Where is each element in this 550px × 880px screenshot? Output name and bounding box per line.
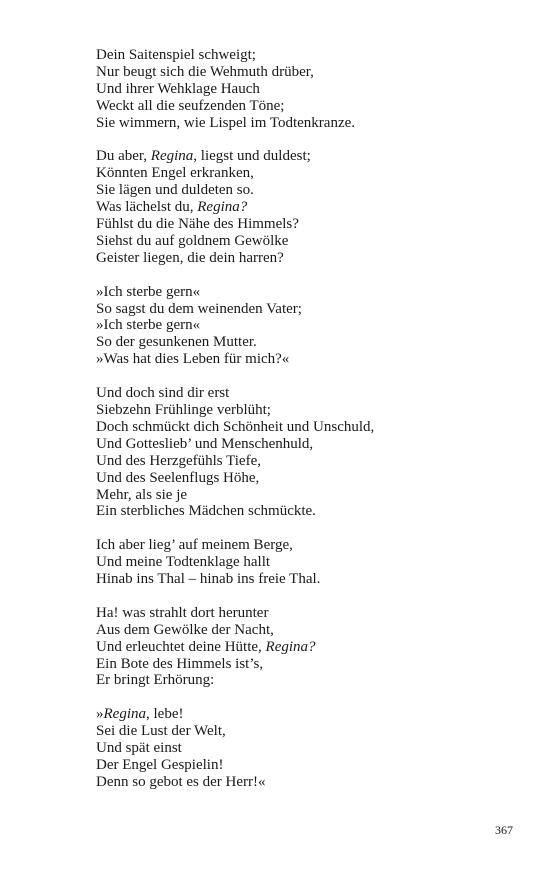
poem-line xyxy=(96,402,516,419)
poem-line-text: Siebzehn Frühlinge verblüht; xyxy=(96,401,271,418)
poem-line xyxy=(96,98,516,115)
poem-line-text: Und meine Todtenklage hallt xyxy=(96,554,271,571)
poem-line-text: Und Gotteslieb’ und Menschenhuld, xyxy=(96,435,314,452)
poem-line xyxy=(96,470,516,487)
poem-line xyxy=(96,740,516,757)
stanza xyxy=(96,706,516,791)
poem-line xyxy=(96,301,516,318)
poem-line-text: Ich aber lieg’ auf meinem Berge, xyxy=(96,537,293,554)
poem-line-text: Sie lägen und duldeten so. xyxy=(96,182,254,199)
stanza xyxy=(96,605,516,690)
poem-line-text: Ha! was strahlt dort herunter xyxy=(96,604,269,621)
poem-line-text: Und des Herzgefühls Tiefe, xyxy=(96,452,261,469)
poem-line-text: Ein Bote des Himmels ist’s, xyxy=(96,655,264,672)
poem-line-text: Sie wimmern, wie Lispel im Todtenkranze. xyxy=(96,114,356,131)
poem-line xyxy=(96,672,516,689)
poem-line-text: Und erleuchtet deine Hütte, xyxy=(96,638,266,655)
poem-line xyxy=(96,436,516,453)
poem-line-text: Siehst du auf goldnem Gewölke xyxy=(96,232,289,249)
poem-line xyxy=(96,148,516,165)
page-number: 367 xyxy=(495,823,513,837)
poem-line xyxy=(96,317,516,334)
poem-line xyxy=(96,64,516,81)
poem-line-text: , lebe! xyxy=(146,706,184,723)
poem-line-text: Mehr, als sie je xyxy=(96,486,188,503)
poem-line xyxy=(96,165,516,182)
poem-line xyxy=(96,537,516,554)
stanza xyxy=(96,47,516,132)
poem-line-italic-text: Regina? xyxy=(265,638,316,655)
poem-line xyxy=(96,723,516,740)
poem-line xyxy=(96,351,516,368)
poem-line xyxy=(96,199,516,216)
poem-line-text: »Ich sterbe gern« xyxy=(96,283,201,300)
poem-line xyxy=(96,706,516,723)
poem-line-text: Und des Seelenflugs Höhe, xyxy=(96,469,260,486)
poem-line xyxy=(96,554,516,571)
poem-line-text: Aus dem Gewölke der Nacht, xyxy=(96,621,274,638)
poem-line-text: Könnten Engel erkranken, xyxy=(96,165,254,182)
poem-line xyxy=(96,453,516,470)
poem-line xyxy=(96,216,516,233)
poem-line-text: Geister liegen, die dein harren? xyxy=(96,249,284,266)
poem-line-text: Ein sterbliches Mädchen schmückte. xyxy=(96,503,316,520)
poem-line xyxy=(96,47,516,64)
poem-line xyxy=(96,503,516,520)
poem-line-text: »Ich sterbe gern« xyxy=(96,317,201,334)
poem-line-text: So sagst du dem weinenden Vater; xyxy=(96,300,302,317)
stanza xyxy=(96,537,516,588)
poem-line-italic-text: Regina xyxy=(103,706,146,723)
poem-line xyxy=(96,385,516,402)
poem-line xyxy=(96,622,516,639)
poem-line-text: Du aber, xyxy=(96,148,151,165)
poem-body xyxy=(96,47,516,808)
poem-line xyxy=(96,284,516,301)
poem-line xyxy=(96,334,516,351)
poem-line-text: So der gesunkenen Mutter. xyxy=(96,334,257,351)
poem-line-text: Sei die Lust der Welt, xyxy=(96,723,226,740)
poem-line xyxy=(96,182,516,199)
poem-line-italic-text: Regina xyxy=(150,148,194,165)
poem-line xyxy=(96,419,516,436)
poem-line-text: Nur beugt sich die Wehmuth drüber, xyxy=(96,63,314,80)
poem-line xyxy=(96,757,516,774)
poem-line xyxy=(96,774,516,791)
poem-line-text: Doch schmückt dich Schönheit und Unschuld, xyxy=(96,418,375,435)
poem-line-text: Fühlst du die Nähe des Himmels? xyxy=(96,216,299,233)
poem-line xyxy=(96,233,516,250)
poem-line-text: Und spät einst xyxy=(96,740,182,757)
stanza xyxy=(96,385,516,520)
poem-line xyxy=(96,639,516,656)
poem-line xyxy=(96,81,516,98)
poem-line-text: Hinab ins Thal – hinab ins freie Thal. xyxy=(96,571,321,588)
poem-line-text: Der Engel Gespielin! xyxy=(96,756,224,773)
poem-line-text: Was lächelst du, xyxy=(96,199,198,216)
poem-line xyxy=(96,250,516,267)
poem-line-text: Denn so gebot es der Herr!« xyxy=(96,773,266,790)
poem-line xyxy=(96,571,516,588)
poem-line-text: Er bringt Erhörung: xyxy=(96,672,215,689)
poem-line-text: Dein Saitenspiel schweigt; xyxy=(96,47,256,63)
poem-line xyxy=(96,605,516,622)
poem-line-text: Und doch sind dir erst xyxy=(96,385,230,402)
poem-line-text: , liegst und duldest; xyxy=(193,148,311,165)
stanza xyxy=(96,284,516,369)
poem-line-text: Und ihrer Wehklage Hauch xyxy=(96,80,260,97)
poem-line-text: Weckt all die seufzenden Töne; xyxy=(96,97,285,114)
poem-line-text: »Was hat dies Leben für mich?« xyxy=(96,351,290,368)
poem-line xyxy=(96,487,516,504)
stanza xyxy=(96,148,516,266)
poem-line xyxy=(96,656,516,673)
poem-line-italic-text: Regina? xyxy=(197,199,248,216)
poem-line xyxy=(96,115,516,132)
poem-line-text: » xyxy=(96,706,104,723)
